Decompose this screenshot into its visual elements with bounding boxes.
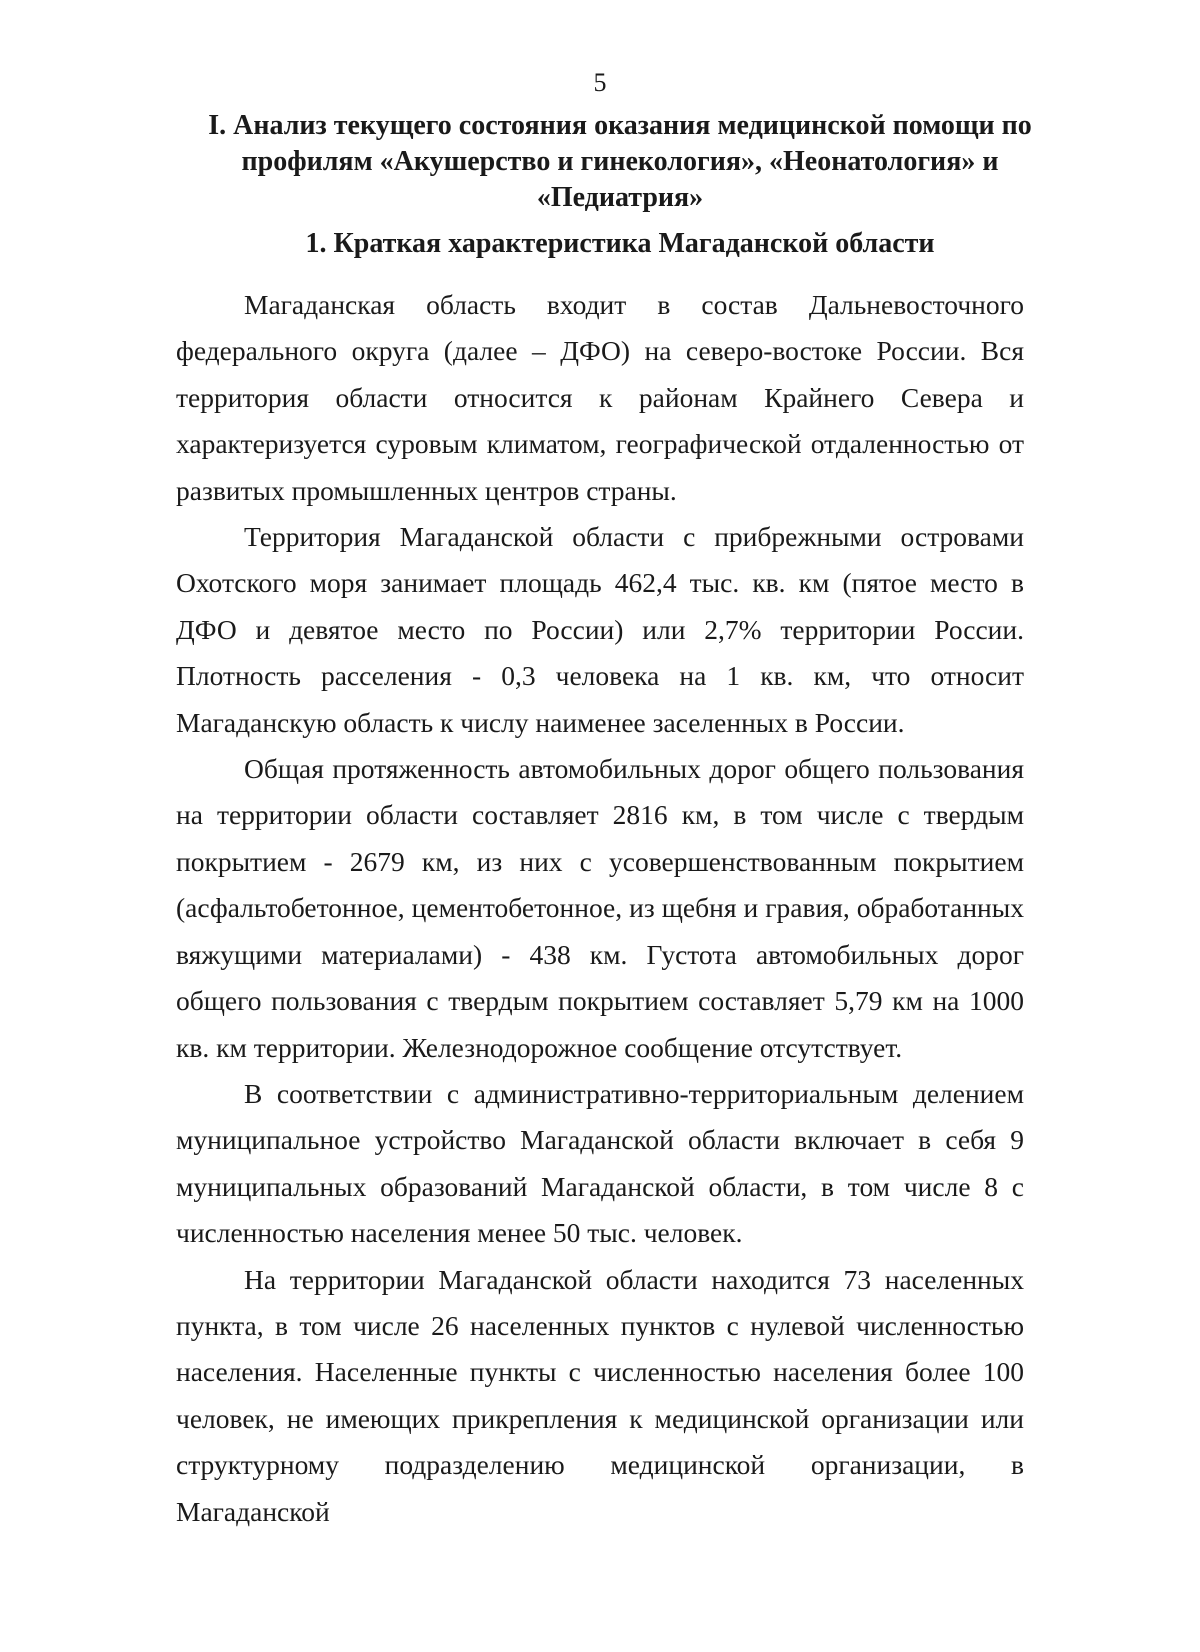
paragraph: Магаданская область входит в состав Дальневосточного федерального округа (далее – ДФО) на северо-востоке России. Вся территория области относится к районам Крайнего Севера и характеризуется суровым климатом, географической отдаленностью от развитых промышленных центров страны. (176, 289, 1024, 506)
section-title: I. Анализ текущего состояния оказания медицинской помощи по профилям «Акушерство и гинекология», «Неонатология» и «Педиатрия» (208, 110, 1032, 213)
body-text (176, 282, 1024, 1535)
subsection-title: 1. Краткая характеристика Магаданской области (305, 228, 935, 259)
page-number: 5 (593, 68, 607, 97)
paragraph: На территории Магаданской области находится 73 населенных пункта, в том числе 26 населенных пунктов с нулевой численностью населения. Населенные пункты с численностью населения более 100 человек, не имеющих прикрепления к медицинской организации или структурному подразделению медицинской организации, в Магаданской (176, 1263, 1024, 1527)
paragraph: Общая протяженность автомобильных дорог общего пользования на территории области составляет 2816 км, в том числе с твердым покрытием - 2679 км, из них с усовершенствованным покрытием (асфальтобетонное, цементобетонное, из щебня и гравия, обработанных вяжущими материалами) - 438 км. Густота автомобильных дорог общего пользования с твердым покрытием составляет 5,79 км на 1000 кв. км территории. Железнодорожное сообщение отсутствует. (176, 753, 1024, 1063)
paragraph: В соответствии с административно-территориальным делением муниципальное устройство Магаданской области включает в себя 9 муниципальных образований Магаданской области, в том числе 8 с численностью населения менее 50 тыс. человек. (176, 1077, 1024, 1249)
paragraph: Территория Магаданской области с прибрежными островами Охотского моря занимает площадь 462,4 тыс. кв. км (пятое место в ДФО и девятое место по России) или 2,7% территории России. Плотность расселения - 0,3 человека на 1 кв. км, что относит Магаданскую область к числу наименее заселенных в России. (176, 521, 1024, 738)
